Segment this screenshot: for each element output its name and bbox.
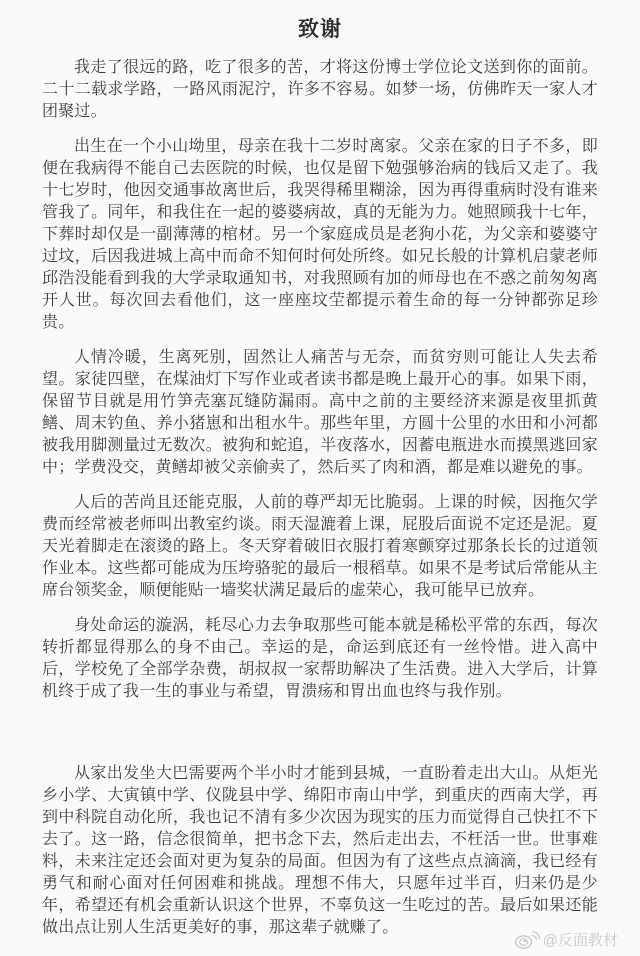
paragraph-6: 从家出发坐大巴需要两个半小时才能到县城，一直盼着走出大山。从炬光乡小学、大寅镇中学、仪陇县中学、绵阳市南山中学，到重庆的西南大学，再到中科院自动化所，我也记不清有多少次因为现实的压力而觉得自己快扛不下去了。这一路，信念很简单，把书念下去，然后走出去，不枉活一世。世事难料，未来注定还会面对更为复杂的局面。但因为有了这些点点滴滴，我已经有勇气和耐心面对任何困难和挑战。理想不伟大，只愿年过半百，归来仍是少年，希望还有机会重新认识这个世界，不辜负这一生吃过的苦。最后如果还能做出点让别人生活更美好的事，那这辈子就赚了。 <box>42 765 598 936</box>
watermark-text: @反面教材 <box>542 931 618 949</box>
page-title: 致谢 <box>298 17 342 41</box>
paragraph-5: 身处命运的漩涡，耗尽心力去争取那些可能本就是稀松平常的东西，每次转折都显得那么的身不由己。幸运的是，命运到底还有一丝怜惜。进入高中后，学校免了全部学杂费，胡叔叔一家帮助解决了生活费。进入大学后，计算机终于成了我一生的事业与希望，胃溃疡和胃出血也终与我作别。 <box>42 617 598 700</box>
watermark <box>514 928 618 950</box>
paragraph-4: 人后的苦尚且还能克服，人前的尊严却无比脆弱。上课的时候，因拖欠学费而经常被老师叫出教室约谈。雨天湿漉着上课，屁股后面说不定还是泥。夏天光着脚走在滚烫的路上。冬天穿着破旧衣服打着寒颤穿过那条长长的过道领作业本。这些都可能成为压垮骆驼的最后一根稻草。如果不是考试后常能从主席台领奖金，顺便能贴一墙奖状满足最后的虚荣心，我可能早已放弃。 <box>42 494 598 599</box>
paragraph-3: 人情冷暖，生离死别，固然让人痛苦与无奈，而贫穷则可能让人失去希望。家徒四壁，在煤油灯下写作业或者读书都是晚上最开心的事。如果下雨，保留节目就是用竹笋壳塞瓦缝防漏雨。高中之前的主要经济来源是夜里抓黄鳝、周末钓鱼、养小猪崽和出租水牛。那些年里，方圆十公里的水田和小河都被我用脚测量过无数次。被狗和蛇追，半夜落水，因蓄电瓶进水而摸黑逃回家中；学费没交，黄鳝却被父亲偷卖了，然后买了肉和酒，都是难以避免的事。 <box>42 349 598 476</box>
paragraph-2: 出生在一个小山坳里，母亲在我十二岁时离家。父亲在家的日子不多，即便在我病得不能自己去医院的时候，也仅是留下勉强够治病的钱后又走了。我十七岁时，他因交通事故离世后，我哭得稀里糊涂，因为再得重病时没有谁来管我了。同年，和我住在一起的婆婆病故，真的无能为力。她照顾我十七年，下葬时却仅是一副薄薄的棺材。另一个家庭成员是老狗小花，为父亲和婆婆守过坟，后因我进城上高中而命不知何时何处所终。如兄长般的计算机启蒙老师邱浩没能看到我的大学录取通知书，对我照顾有加的师母也在不惑之前匆匆离开人世。每次回去看他们，这一座座坟茔都提示着生命的每一分钟都弥足珍贵。 <box>42 138 598 331</box>
weibo-icon <box>514 928 540 950</box>
paragraph-1: 我走了很远的路，吃了很多的苦，才将这份博士学位论文送到你的面前。二十二载求学路，一路风雨泥泞，许多不容易。如梦一场，仿佛昨天一家人才团聚过。 <box>42 59 598 120</box>
